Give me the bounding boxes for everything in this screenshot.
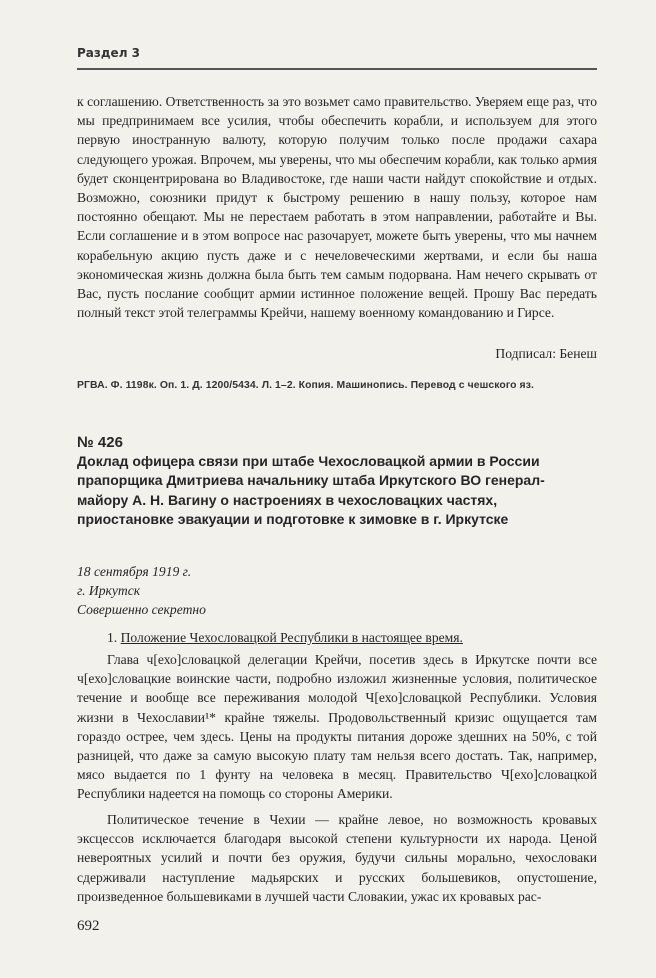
document-title: Доклад офицера связи при штабе Чехословацкой армии в России прапорщика Дмитриева начальнику штаба Иркутского ВО генерал-майору А. Н. Вагину о настроениях в чехословацких частях, приостановке эвакуации и подготовке к зимовке в г. Иркутске bbox=[77, 453, 545, 528]
document-date: 18 сентября 1919 г. bbox=[77, 564, 192, 579]
archive-reference: РГВА. Ф. 1198к. Оп. 1. Д. 1200/5434. Л. 1–2. Копия. Машинопись. Перевод с чешского яз. bbox=[77, 380, 534, 391]
header-rule bbox=[77, 68, 597, 70]
section-title: Положение Чехословацкой Республики в настоящее время. bbox=[120, 630, 463, 645]
intro-paragraph: к соглашению. Ответственность за это возьмет само правительство. Уверяем еще раз, что мы предпринимаем все усилия, чтобы обеспечить корабли, и используем для этого первую иностранную валюту, которую получим только после продажи сахара следующего урожая. Впрочем, мы уверены, что мы обеспечим корабли, как только армия будет сконцентрирована во Владивостоке, где наши части найдут спокойствие и отдых. Возможно, союзники придут к быстрому решению в нашу пользу, которое нам постоянно обещают. Мы не перестаем работать в этом направлении, работайте и Вы. Если соглашение и в этом вопросе нас разочарует, можете быть уверены, что мы начнем корабельную акцию пусть даже и с нечеловеческими жертвами, и если бы наша экономическая жизнь должна была быть тем самым подорвана. Нам нечего скрывать от Вас, пусть послание сообщит армии истинное положение вещей. Прошу Вас передать полный текст этой телеграммы Крейчи, нашему военному командованию и Гирсе. bbox=[77, 94, 597, 321]
running-header: Раздел 3 bbox=[77, 46, 141, 60]
body-paragraph-1: Глава ч[ехо]словацкой делегации Крейчи, посетив здесь в Иркутске почти все ч[ехо]словацкие воинские части, подробно изложил жизненные условия, политическое течение и вообще все переживания молодой Ч[ехо]словацкой Республики. Условия жизни в Чехославии¹* крайне тяжелы. Продовольственный кризис ощущается там гораздо острее, чем здесь. Цены на продукты питания дороже здешних на 50%, с той разницей, что даже за самую высокую плату там нельзя всего достать. Так, например, мясо выдается по 1 фунту на человека в месяц. Правительство Ч[ехо]словацкой Республики надеется на помощь со стороны Америки. bbox=[77, 652, 597, 802]
document-classification: Совершенно секретно bbox=[77, 602, 206, 617]
document-number: № 426 bbox=[77, 434, 123, 451]
page-number: 692 bbox=[77, 918, 100, 934]
section-number: 1. bbox=[107, 630, 118, 645]
document-place: г. Иркутск bbox=[77, 583, 141, 598]
section-heading bbox=[107, 630, 463, 646]
body-paragraph-2: Политическое течение в Чехии — крайне левое, но возможность кровавых эксцессов исключается благодаря высокой степени культурности их народа. Ценой невероятных усилий и почти без оружия, будучи сильны морально, чехословаки сдерживали наступление мадьярских и русских большевиков, опустошение, произведенное большевиками в лучшей части Словакии, ужас их кровавых рас- bbox=[77, 812, 597, 904]
signature-line: Подписал: Бенеш bbox=[495, 346, 597, 361]
